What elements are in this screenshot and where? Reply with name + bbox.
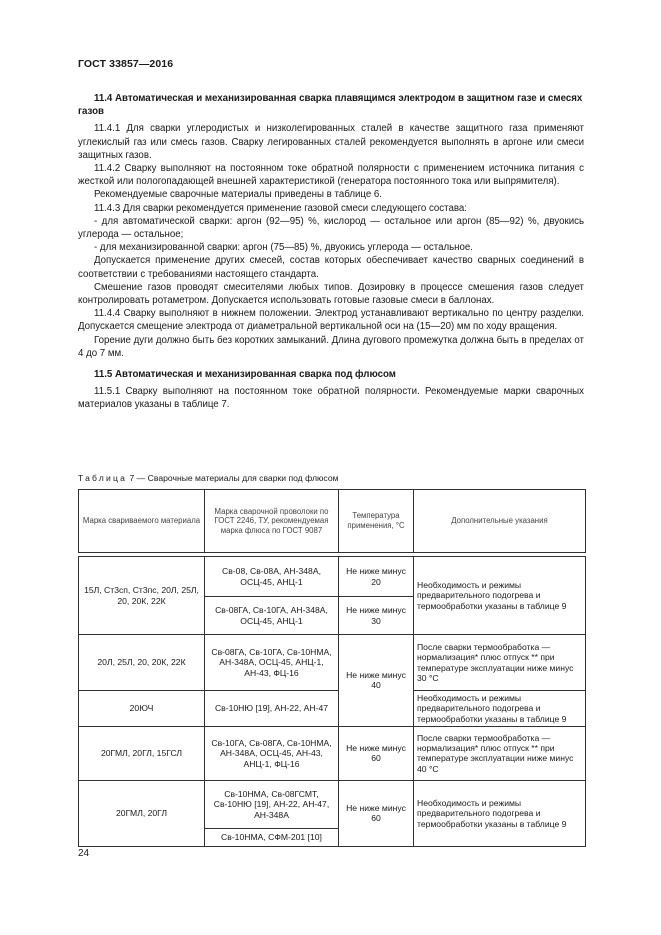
cell-material: 20ГМЛ, 20ГЛ [79,780,205,846]
table-row [79,780,586,828]
table-caption [78,473,339,483]
header-temperature: Температура применения, °С [339,490,414,553]
cell-notes: После сварки термообработка — нормализация* плюс отпуск ** при температуре эксплуатации ниже минус 30 °С [414,635,586,691]
paragraph: Смешение газов проводят смесителями любых типов. Дозировку в процессе смешения газов следует контролировать ротаметром. Допускается использовать готовые газовые смеси в баллонах. [78,281,584,307]
cell-wire: Св-08ГА, Св-10ГА, Св-10НМА, АН-348А, ОСЦ-45, АНЦ-1, АН-43, ФЦ-16 [205,635,339,691]
cell-wire: Св-08ГА, Св-10ГА, АН-348А, ОСЦ-45, АНЦ-1 [205,597,339,635]
header-material: Марка свариваемого материала [79,490,205,553]
paragraph: Допускается применение других смесей, состав которых обеспечивает качество сварных соединений в соответствии с требованиями настоящего стандарта. [78,255,584,280]
page-number: 24 [78,848,90,859]
table-caption-text: 7 — Сварочные материалы для сварки под флюсом [129,473,339,483]
table-caption-label: Таблица [78,473,128,483]
table-row [79,691,586,727]
cell-wire: Св-10НМА, Св-08ГСМТ, Св-10НЮ [19], АН-22, АН-47, АН-348А [205,780,339,828]
welding-materials-table [78,489,586,847]
section-title-11-5: 11.5 Автоматическая и механизированная сварка под флюсом [94,369,396,381]
cell-notes: Необходимость и режимы предварительного подогрева и термообработки указаны в таблице 9 [414,557,586,635]
cell-notes: После сварки термообработка — нормализация* плюс отпуск ** при температуре эксплуатации ниже минус 40 °С [414,726,586,780]
table-row [79,726,586,780]
cell-temperature: Не ниже минус 30 [339,597,414,635]
paragraph: 11.4.4 Сварку выполняют в нижнем положении. Электрод устанавливают вертикально по центру разделки. Допускается смещение электрода от диаметральной вертикальной оси на (15—20) мм по ходу вращения. [78,308,584,333]
cell-wire: Св-10НЮ [19], АН-22, АН-47 [205,691,339,727]
table-row [79,557,586,597]
paragraph: 11.4.2 Сварку выполняют на постоянном токе обратной полярности с применением источника питания с жесткой или пологопадающей внешней характеристикой (генератора постоянного тока или выпрямителя). [78,163,584,188]
cell-notes: Необходимость и режимы предварительного подогрева и термообработки указаны в таблице 9 [414,691,586,727]
cell-material: 15Л, Ст3сп, Ст3пс, 20Л, 25Л, 20, 20К, 22К [79,557,205,635]
cell-wire: Св-10ГА, Св-08ГА, Св-10НМА, АН-348А, ОСЦ-45, АН-43, АНЦ-1, ФЦ-16 [205,726,339,780]
section-title-11-4: 11.4 Автоматическая и механизированная сварка плавящимся электродом в защитном газе и смесях газов [78,93,583,118]
cell-material: 20Л, 25Л, 20, 20К, 22К [79,635,205,691]
table-row [79,635,586,691]
paragraph: Горение дуги должно быть без коротких замыканий. Длина дугового промежутка должна быть в пределах от 4 до 7 мм. [78,334,584,359]
cell-temperature: Не ниже минус 20 [339,557,414,597]
paragraph: 11.4.3 Для сварки рекомендуется применение газовой смеси следующего состава: [94,202,467,214]
cell-wire: Св-08, Св-08А, АН-348А, ОСЦ-45, АНЦ-1 [205,557,339,597]
table-header-row [79,490,586,553]
document-header: ГОСТ 33857—2016 [78,58,174,70]
cell-notes: Необходимость и режимы предварительного подогрева и термообработки указаны в таблице 9 [414,780,586,846]
header-wire: Марка сварочной проволоки по ГОСТ 2246, ТУ, рекомендуемая марка флюса по ГОСТ 9087 [205,490,339,553]
paragraph: 11.5.1 Сварку выполняют на постоянном токе обратной полярности. Рекомендуемые марки сварочных материалов указаны в таблице 7. [78,386,584,411]
body-text [78,92,584,412]
cell-temperature: Не ниже минус 40 [339,635,414,727]
paragraph: 11.4.1 Для сварки углеродистых и низколегированных сталей в качестве защитного газа применяют углекислый газ или смесь газов. Сварку легированных сталей рекомендуется выполнять в аргоне или смеси защитных газов. [78,123,584,161]
paragraph: - для автоматической сварки: аргон (92—95) %, кислород — остальное или аргон (85—92) %, двуокись углерода — остальное; [78,215,584,241]
cell-temperature: Не ниже минус 60 [339,726,414,780]
paragraph: Рекомендуемые сварочные материалы приведены в таблице 6. [94,189,382,201]
cell-temperature: Не ниже минус 60 [339,780,414,846]
cell-wire: Св-10НМА, СФМ-201 [10] [205,828,339,846]
cell-material: 20ЮЧ [79,691,205,727]
header-notes: Дополнительные указания [414,490,586,553]
paragraph: - для механизированной сварки: аргон (75—85) %, двуокись углерода — остальное. [94,242,473,254]
cell-material: 20ГМЛ, 20ГЛ, 15ГСЛ [79,726,205,780]
